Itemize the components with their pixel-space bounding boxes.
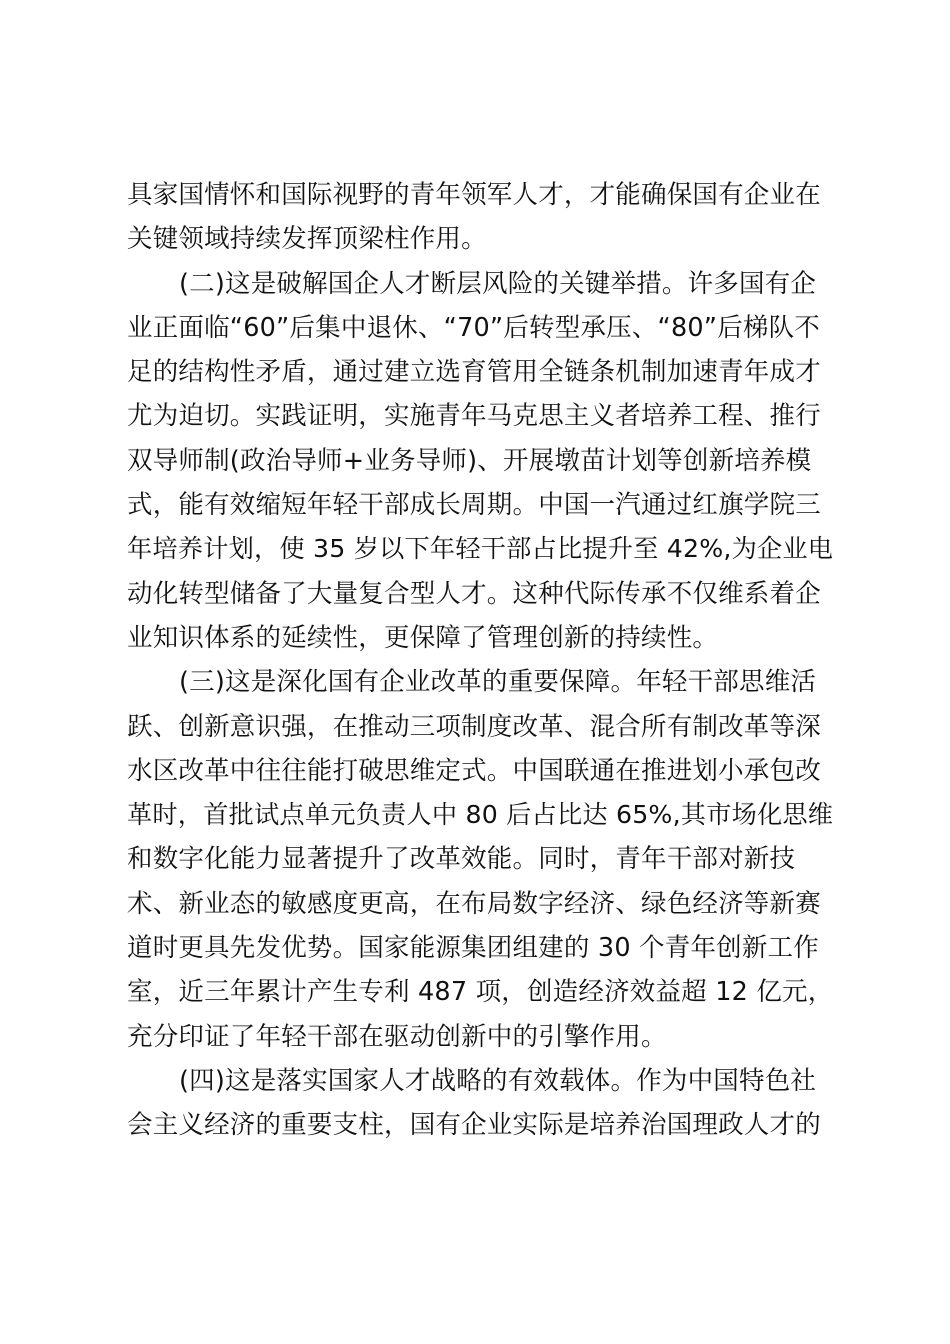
text-line: 尤为迫切。实践证明，实施青年马克思主义者培养工程、推行 [127, 401, 821, 432]
text-line: 水区改革中往往能打破思维定式。中国联通在推进划小承包改 [127, 755, 821, 786]
text-line: 动化转型储备了大量复合型人才。这种代际传承不仅维系着企 [127, 578, 821, 609]
text-line: 业知识体系的延续性，更保障了管理创新的持续性。 [127, 622, 719, 653]
text-line: 充分印证了年轻干部在驱动创新中的引擎作用。 [127, 1021, 667, 1052]
text-line: 会主义经济的重要支柱，国有企业实际是培养治国理政人才的 [127, 1110, 821, 1141]
text-line: 跃、创新意识强，在推动三项制度改革、混合所有制改革等深 [127, 711, 821, 742]
text-line: 和数字化能力显著提升了改革效能。同时，青年干部对新技 [127, 844, 796, 875]
text-line: 道时更具先发优势。国家能源集团组建的 30 个青年创新工作 [127, 933, 819, 964]
text-line: 室，近三年累计产生专利 487 项，创造经济效益超 12 亿元， [127, 977, 834, 1008]
text-line: 式，能有效缩短年轻干部成长周期。中国一汽通过红旗学院三 [127, 490, 821, 521]
text-line: 双导师制(政治导师+业务导师)、开展墩苗计划等创新培养模 [127, 445, 812, 476]
text-line: 足的结构性矛盾，通过建立选育管用全链条机制加速青年成才 [127, 357, 821, 388]
section-heading-line: (二)这是破解国企人才断层风险的关键举措。许多国有企 [179, 268, 817, 299]
text-line: 业正面临“60”后集中退休、“70”后转型承压、“80”后梯队不 [127, 312, 821, 343]
body-text [127, 173, 833, 1148]
text-line: 术、新业态的敏感度更高，在布局数字经济、绿色经济等新赛 [127, 888, 821, 919]
text-line: 年培养计划，使 35 岁以下年轻干部占比提升至 42%,为企业电 [127, 534, 834, 564]
section-heading-line: (四)这是落实国家人才战略的有效载体。作为中国特色社 [179, 1065, 817, 1096]
text-line: 具家国情怀和国际视野的青年领军人才，才能确保国有企业在 [127, 180, 821, 210]
section-heading-line: (三)这是深化国有企业改革的重要保障。年轻干部思维活 [179, 667, 817, 698]
text-line: 关键领域持续发挥顶梁柱作用。 [127, 224, 487, 255]
text-line: 革时，首批试点单元负责人中 80 后占比达 65%,其市场化思维 [127, 800, 834, 830]
